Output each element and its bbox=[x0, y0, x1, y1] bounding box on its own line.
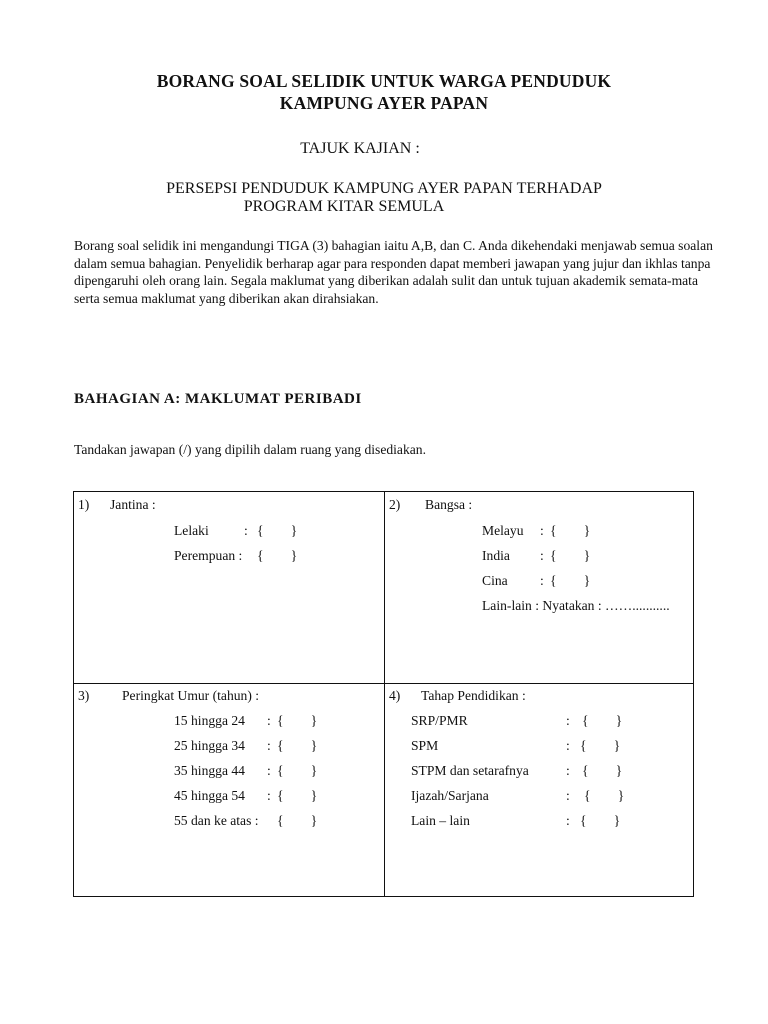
option-separator: : bbox=[566, 763, 570, 778]
instruction-text: Tandakan jawapan (/) yang dipilih dalam ruang yang disediakan. bbox=[74, 442, 426, 457]
option-checkbox-spm[interactable]: { } bbox=[580, 738, 621, 753]
question-label-gender: Jantina : bbox=[110, 497, 156, 512]
option-label-age-25-34: 25 hingga 34 bbox=[174, 738, 245, 753]
question-cell-gender bbox=[74, 492, 384, 683]
option-checkbox-ijazah-sarjana[interactable]: { } bbox=[584, 788, 625, 803]
option-checkbox-melayu[interactable]: { } bbox=[550, 523, 591, 538]
option-checkbox-india[interactable]: { } bbox=[550, 548, 591, 563]
option-separator: : bbox=[244, 523, 248, 538]
option-separator: : bbox=[566, 788, 570, 803]
study-title-label: TAJUK KAJIAN : bbox=[300, 140, 420, 157]
option-separator: : bbox=[267, 713, 271, 728]
option-separator: : bbox=[267, 763, 271, 778]
question-number: 2) bbox=[389, 497, 401, 512]
question-cell-age bbox=[74, 684, 384, 896]
option-label-melayu: Melayu bbox=[482, 523, 524, 538]
question-number: 3) bbox=[78, 688, 90, 703]
option-label-lelaki: Lelaki bbox=[174, 523, 209, 538]
option-separator: : bbox=[540, 548, 544, 563]
question-label-race: Bangsa : bbox=[425, 497, 473, 512]
option-checkbox-cina[interactable]: { } bbox=[550, 573, 591, 588]
study-title-line-1: PERSEPSI PENDUDUK KAMPUNG AYER PAPAN TERHADAP bbox=[166, 180, 602, 197]
option-separator: : bbox=[540, 523, 544, 538]
option-checkbox-age-45-54[interactable]: { } bbox=[277, 788, 318, 803]
option-checkbox-perempuan[interactable]: { } bbox=[257, 548, 298, 563]
option-checkbox-age-15-24[interactable]: { } bbox=[277, 713, 318, 728]
question-label-age: Peringkat Umur (tahun) : bbox=[122, 688, 260, 703]
option-checkbox-age-25-34[interactable]: { } bbox=[277, 738, 318, 753]
question-label-education: Tahap Pendidikan : bbox=[421, 688, 526, 703]
form-title-line-2: KAMPUNG AYER PAPAN bbox=[279, 93, 489, 113]
option-label-age-55-plus: 55 dan ke atas : bbox=[174, 813, 259, 828]
questionnaire-table bbox=[73, 491, 694, 897]
study-title-line-2: PROGRAM KITAR SEMULA bbox=[243, 198, 445, 215]
option-separator: : bbox=[566, 738, 570, 753]
option-label-cina: Cina bbox=[482, 573, 508, 588]
option-checkbox-lain-lain[interactable]: { } bbox=[580, 813, 621, 828]
question-cell-education bbox=[385, 684, 693, 896]
option-label-perempuan: Perempuan : bbox=[174, 548, 243, 563]
option-separator: : bbox=[267, 738, 271, 753]
option-separator: : bbox=[267, 788, 271, 803]
option-separator: : bbox=[540, 573, 544, 588]
option-label-ijazah-sarjana: Ijazah/Sarjana bbox=[411, 788, 489, 803]
option-label-age-45-54: 45 hingga 54 bbox=[174, 788, 245, 803]
question-number: 4) bbox=[389, 688, 401, 703]
option-label-stpm: STPM dan setarafnya bbox=[411, 763, 529, 778]
form-title-line-1: BORANG SOAL SELIDIK UNTUK WARGA PENDUDUK bbox=[156, 71, 612, 91]
option-separator: : bbox=[566, 813, 570, 828]
section-a-heading: BAHAGIAN A: MAKLUMAT PERIBADI bbox=[74, 391, 362, 407]
option-checkbox-stpm[interactable]: { } bbox=[582, 763, 623, 778]
question-number: 1) bbox=[78, 497, 90, 512]
intro-paragraph: Borang soal selidik ini mengandungi TIGA (3) bahagian iaitu A,B, dan C. Anda dikehendaki menjawab semua soalan dalam semua bahagian. Penyelidik berharap agar para responden dapat memberi jawapan yang jujur dan ikhlas tanpa dipengaruhi oleh orang lain. Segala maklumat yang diberikan adalah sulit dan untuk tujuan akademik semata-mata serta semua maklumat yang diberikan akan dirahsiakan. bbox=[74, 238, 713, 306]
option-checkbox-lelaki[interactable]: { } bbox=[257, 523, 298, 538]
option-label-lain-lain: Lain – lain bbox=[411, 813, 470, 828]
option-label-srp-pmr: SRP/PMR bbox=[411, 713, 468, 728]
option-lain-lain-specify[interactable]: Lain-lain : Nyatakan : ……........... bbox=[482, 598, 670, 613]
option-checkbox-srp-pmr[interactable]: { } bbox=[582, 713, 623, 728]
option-separator: : bbox=[566, 713, 570, 728]
option-checkbox-age-35-44[interactable]: { } bbox=[277, 763, 318, 778]
option-label-age-35-44: 35 hingga 44 bbox=[174, 763, 245, 778]
question-cell-race bbox=[385, 492, 693, 683]
option-label-age-15-24: 15 hingga 24 bbox=[174, 713, 245, 728]
option-label-india: India bbox=[482, 548, 510, 563]
option-label-spm: SPM bbox=[411, 738, 439, 753]
option-checkbox-age-55-plus[interactable]: { } bbox=[277, 813, 318, 828]
